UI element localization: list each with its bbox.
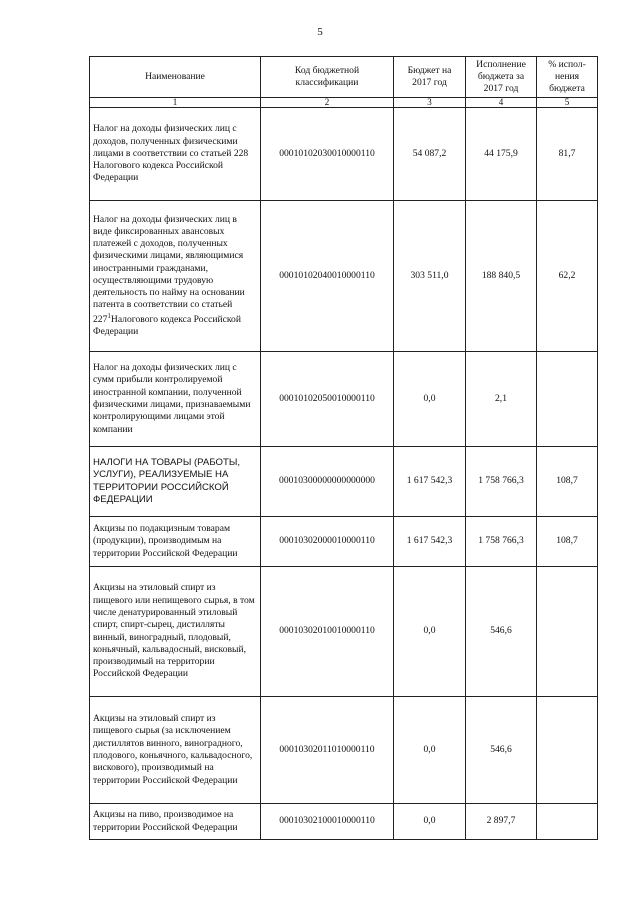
table-row bbox=[90, 352, 598, 447]
row-execution: 546,6 bbox=[466, 567, 537, 697]
row-budget: 0,0 bbox=[394, 697, 466, 804]
page-number: 5 bbox=[317, 26, 323, 38]
table-row bbox=[90, 697, 598, 804]
row-percent: 108,7 bbox=[537, 517, 598, 567]
table-row bbox=[90, 108, 598, 201]
row-execution: 1 758 766,3 bbox=[466, 517, 537, 567]
table-row bbox=[90, 517, 598, 567]
column-number: 4 bbox=[466, 98, 537, 108]
row-execution: 2 897,7 bbox=[466, 804, 537, 840]
row-budget: 1 617 542,3 bbox=[394, 517, 466, 567]
row-code: 00010302011010000110 bbox=[261, 697, 394, 804]
header-budget: Бюджет на 2017 год bbox=[394, 57, 466, 98]
row-budget: 0,0 bbox=[394, 352, 466, 447]
row-execution: 44 175,9 bbox=[466, 108, 537, 201]
row-code: 00010302010010000110 bbox=[261, 567, 394, 697]
row-percent: 81,7 bbox=[537, 108, 598, 201]
row-name: Акцизы по подакцизным товарам (продукции), производимым на территории Российской Федерации bbox=[90, 517, 261, 567]
column-number-row bbox=[90, 98, 598, 108]
row-execution: 2,1 bbox=[466, 352, 537, 447]
row-name-superscript: 1 bbox=[107, 311, 111, 320]
row-execution: 188 840,5 bbox=[466, 201, 537, 352]
row-percent: 108,7 bbox=[537, 447, 598, 517]
row-code: 00010300000000000000 bbox=[261, 447, 394, 517]
column-number: 1 bbox=[90, 98, 261, 108]
column-number: 2 bbox=[261, 98, 394, 108]
row-code: 00010102030010000110 bbox=[261, 108, 394, 201]
header-row bbox=[90, 57, 598, 98]
row-name: Акцизы на пиво, производимое на территории Российской Федерации bbox=[90, 804, 261, 840]
header-name: Наименование bbox=[90, 57, 261, 98]
row-execution: 546,6 bbox=[466, 697, 537, 804]
row-code: 00010302000010000110 bbox=[261, 517, 394, 567]
row-name bbox=[90, 201, 261, 352]
row-name: Налог на доходы физических лиц с сумм прибыли контролируемой иностранной компании, полученной физическими лицами, признаваемыми контролирующими лицами этой компании bbox=[90, 352, 261, 447]
header-percent: % испол-нения бюджета bbox=[537, 57, 598, 98]
header-execution: Исполнение бюджета за 2017 год bbox=[466, 57, 537, 98]
row-name: НАЛОГИ НА ТОВАРЫ (РАБОТЫ, УСЛУГИ), РЕАЛИЗУЕМЫЕ НА ТЕРРИТОРИИ РОССИЙСКОЙ ФЕДЕРАЦИИ bbox=[90, 447, 261, 517]
row-name: Акцизы на этиловый спирт из пищевого сырья (за исключением дистиллятов винного, виноградного, плодового, коньячного, кальвадосного, вискового), производимый на территории Российской Федерации bbox=[90, 697, 261, 804]
row-percent bbox=[537, 567, 598, 697]
row-execution: 1 758 766,3 bbox=[466, 447, 537, 517]
table-row bbox=[90, 447, 598, 517]
row-budget: 1 617 542,3 bbox=[394, 447, 466, 517]
table-row bbox=[90, 567, 598, 697]
row-code: 00010302100010000110 bbox=[261, 804, 394, 840]
row-name: Акцизы на этиловый спирт из пищевого или непищевого сырья, в том числе денатурированный этиловый спирт, спирт-сырец, дистилляты винный, виноградный, плодовый, коньячный, кальвадосный, висковый, производимый на территории Российской Федерации bbox=[90, 567, 261, 697]
budget-table bbox=[89, 56, 598, 840]
row-budget: 0,0 bbox=[394, 567, 466, 697]
row-percent bbox=[537, 804, 598, 840]
table-row bbox=[90, 804, 598, 840]
table-row bbox=[90, 201, 598, 352]
row-code: 00010102040010000110 bbox=[261, 201, 394, 352]
row-budget: 303 511,0 bbox=[394, 201, 466, 352]
row-name: Налог на доходы физических лиц с доходов, полученных физическими лицами в соответствии со статьей 228 Налогового кодекса Российской Федерации bbox=[90, 108, 261, 201]
row-budget: 54 087,2 bbox=[394, 108, 466, 201]
column-number: 3 bbox=[394, 98, 466, 108]
row-percent bbox=[537, 352, 598, 447]
column-number: 5 bbox=[537, 98, 598, 108]
row-percent: 62,2 bbox=[537, 201, 598, 352]
header-code: Код бюджетной классификации bbox=[261, 57, 394, 98]
row-code: 00010102050010000110 bbox=[261, 352, 394, 447]
row-name-part: Налогового кодекса Российской Федерации bbox=[93, 313, 241, 338]
row-percent bbox=[537, 697, 598, 804]
row-name-part: Налог на доходы физических лиц в виде фиксированных авансовых платежей с доходов, полученных физическими лицами, являющимися иностранными гражданами, осуществляющими трудовую деятельность по найму на основании патента в соответствии со статьей 227 bbox=[93, 213, 245, 325]
row-budget: 0,0 bbox=[394, 804, 466, 840]
